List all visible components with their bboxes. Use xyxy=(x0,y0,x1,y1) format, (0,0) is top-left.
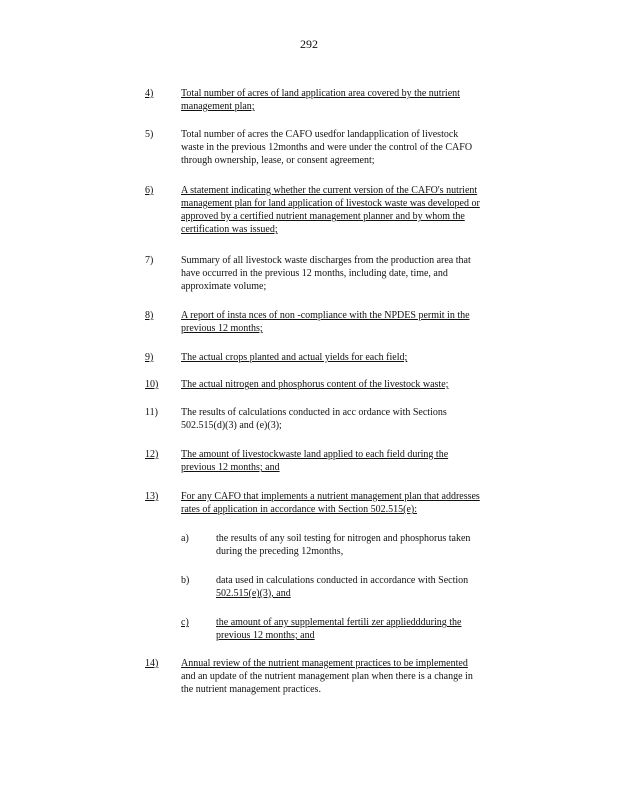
item-number: 14) xyxy=(145,658,159,669)
item-number: 8) xyxy=(145,310,154,321)
page-number: 292 xyxy=(300,37,318,51)
subitem-text xyxy=(216,574,516,600)
item-number: 11) xyxy=(145,407,158,418)
item-number: 9) xyxy=(145,352,154,363)
subitem-letter: a) xyxy=(181,533,189,544)
item-number: 5) xyxy=(145,129,154,140)
item-number: 6) xyxy=(145,185,154,196)
item-text: A statement indicating whether the current version of the CAFO's nutrient management plan for land application of livestock waste was developed or approved by a certified nutrient management planner and by whom the certification was issued; xyxy=(181,185,480,235)
subitem-text: the results of any soil testing for nitrogen and phosphorus taken during the preceding 12months, xyxy=(216,533,471,557)
subitem-letter: c) xyxy=(181,617,189,628)
item-text: Total number of acres of land application area covered by the nutrient management plan; xyxy=(181,88,460,112)
subitem-text-line: data used in calculations conducted in accordance with Section xyxy=(216,575,469,586)
item-text: The amount of livestockwaste land applied to each field during the previous 12 months; and xyxy=(181,449,449,473)
subitem-letter: b) xyxy=(181,575,190,586)
item-number: 12) xyxy=(145,449,159,460)
item-text-line: and an update of the nutrient management plan when there is a change in the nutrient management practices. xyxy=(181,671,473,695)
item-number: 7) xyxy=(145,255,154,266)
item-text-line: Annual review of the nutrient management practices to be implemented xyxy=(181,658,468,669)
item-text: Summary of all livestock waste discharges from the production area that have occurred in the previous 12 months, including date, time, and approximate volume; xyxy=(181,255,471,292)
item-text: For any CAFO that implements a nutrient management plan that addresses rates of application in accordance with Section 502.515(e): xyxy=(181,491,480,515)
item-text: The actual crops planted and actual yields for each field; xyxy=(181,352,408,363)
item-text: The results of calculations conducted in acc ordance with Sections 502.515(d)(3) and (e)(3); xyxy=(181,407,447,431)
item-text: A report of insta nces of non -compliance with the NPDES permit in the previous 12 months; xyxy=(181,310,470,334)
subitem-text-line: 502.515(e)(3), and xyxy=(216,588,291,599)
item-text: Total number of acres the CAFO usedfor landapplication of livestock waste in the previous 12months and were under the control of the CAFO through ownership, lease, or consent agreement; xyxy=(181,129,473,166)
item-number: 10) xyxy=(145,379,159,390)
subitem-text: the amount of any supplemental fertili zer applieddduring the previous 12 months; and xyxy=(216,617,462,641)
item-number: 4) xyxy=(145,88,154,99)
item-number: 13) xyxy=(145,491,159,502)
item-text: The actual nitrogen and phosphorus content of the livestock waste; xyxy=(181,379,449,390)
item-text xyxy=(181,657,543,696)
